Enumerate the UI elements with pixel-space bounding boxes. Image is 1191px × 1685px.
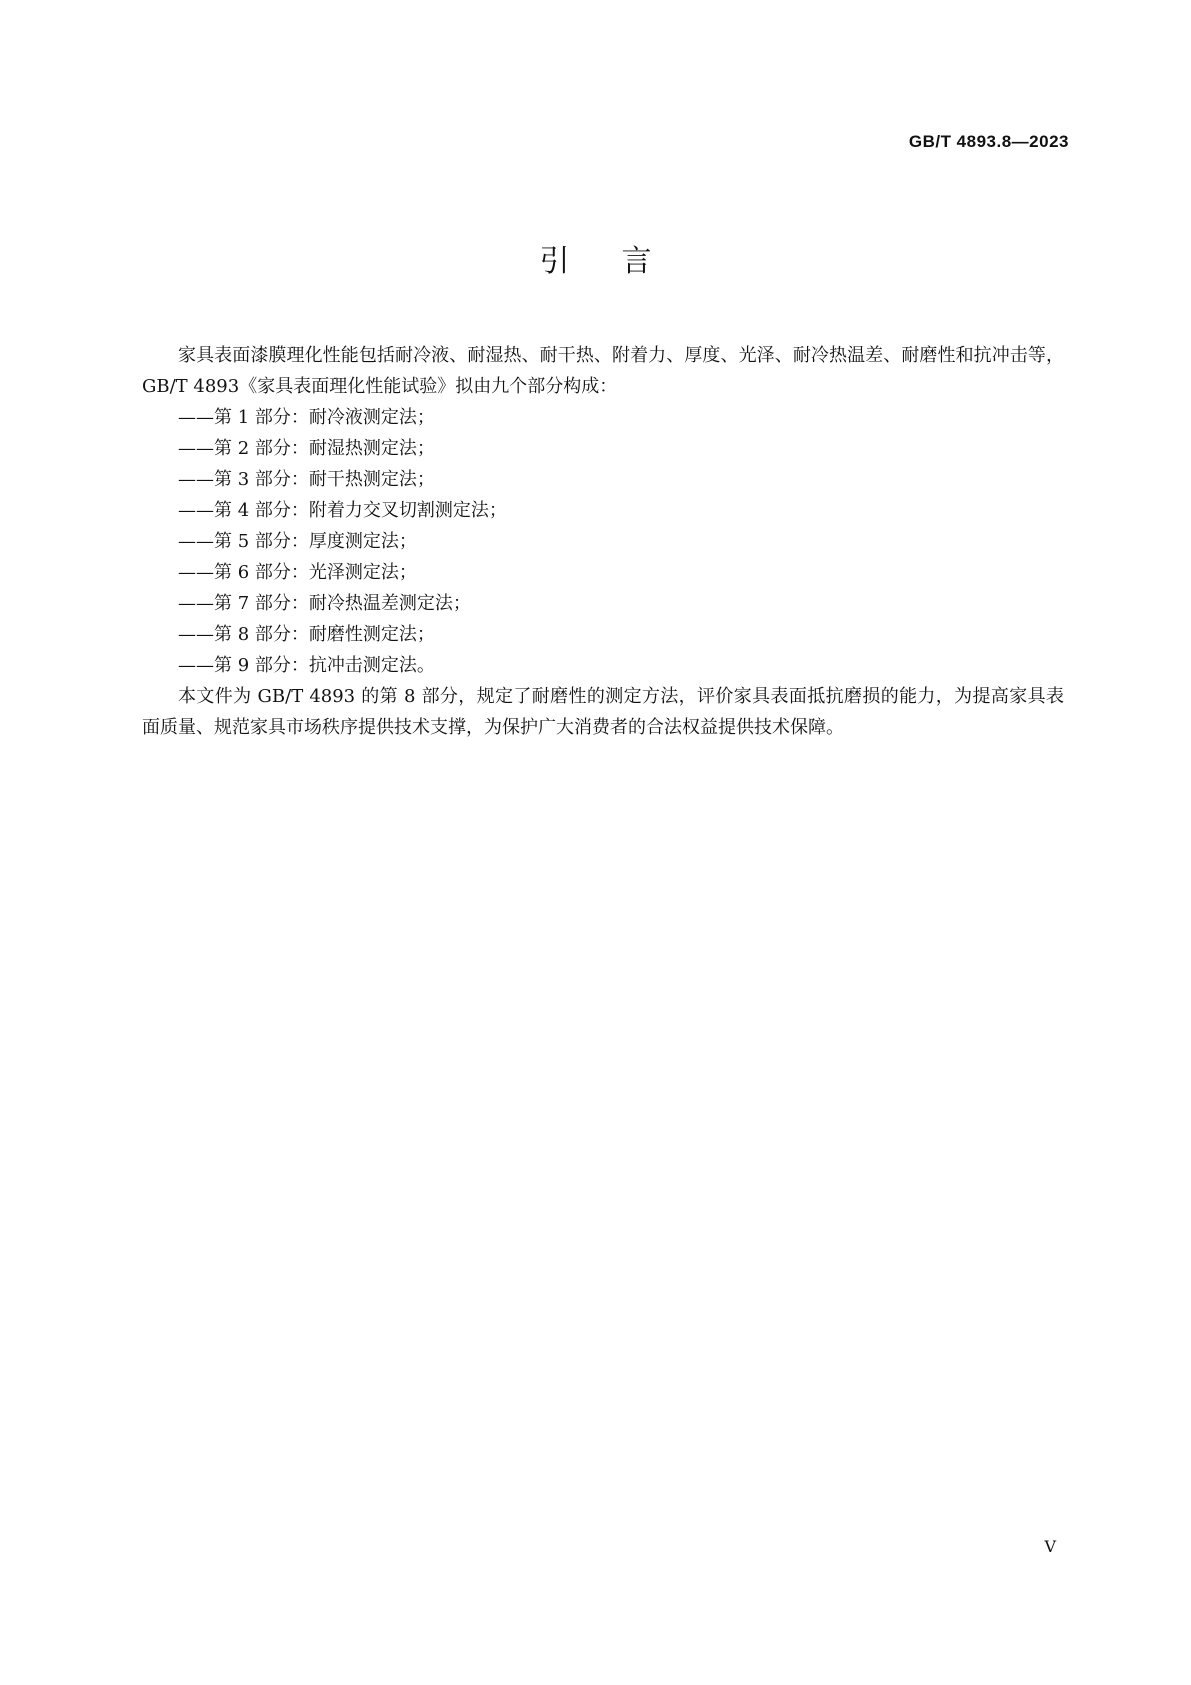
page-title: 引言 (539, 244, 704, 279)
list-item: ——第 4 部分：附着力交叉切割测定法； (178, 500, 507, 521)
parts-list (142, 402, 1064, 681)
list-item: ——第 7 部分：耐冷热温差测定法； (178, 593, 471, 614)
list-item: ——第 3 部分：耐干热测定法； (178, 469, 435, 490)
list-item: ——第 1 部分：耐冷液测定法； (178, 407, 435, 428)
document-body (142, 340, 1064, 743)
list-item: ——第 6 部分：光泽测定法； (178, 562, 417, 583)
list-item: ——第 9 部分：抗冲击测定法。 (178, 655, 435, 676)
list-item: ——第 5 部分：厚度测定法； (178, 531, 417, 552)
closing-paragraph: 本文件为 GB/T 4893 的第 8 部分，规定了耐磨性的测定方法，评价家具表面抵抗磨损的能力，为提高家具表面质量、规范家具市场秩序提供技术支撑，为保护广大消费者的合法权益提供技术保障。 (142, 686, 1064, 738)
standard-id: GB/T 4893.8—2023 (908, 132, 1069, 151)
list-item: ——第 8 部分：耐磨性测定法； (178, 624, 435, 645)
page-number: V (1044, 1537, 1056, 1556)
intro-paragraph: 家具表面漆膜理化性能包括耐冷液、耐湿热、耐干热、附着力、厚度、光泽、耐冷热温差、耐磨性和抗冲击等，GB/T 4893《家具表面理化性能试验》拟由九个部分构成： (142, 345, 1064, 397)
list-item: ——第 2 部分：耐湿热测定法； (178, 438, 435, 459)
